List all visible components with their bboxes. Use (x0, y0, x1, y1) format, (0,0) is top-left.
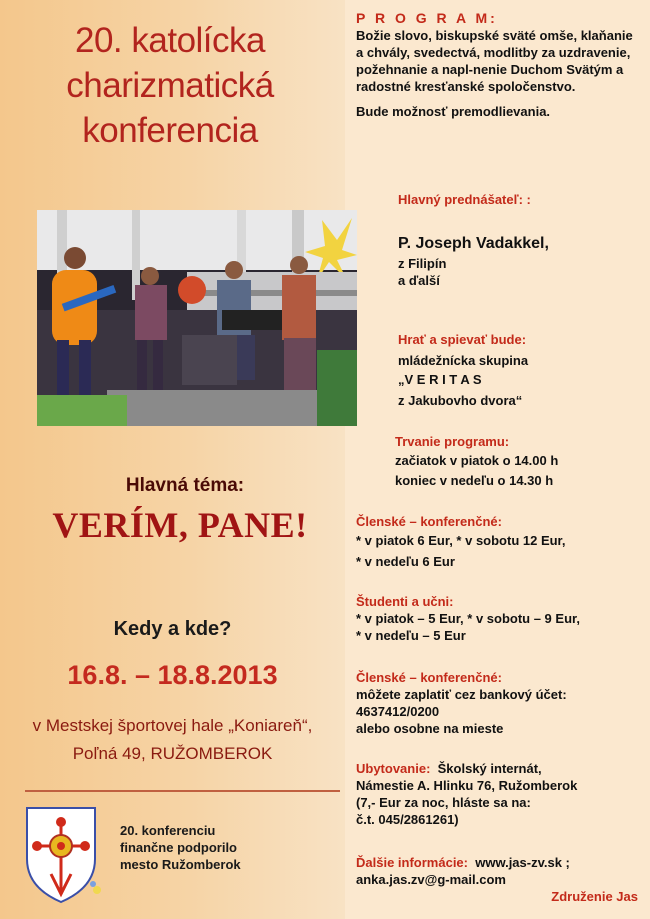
bank-account: 4637412/0200 (356, 704, 440, 719)
speaker-section (398, 233, 650, 289)
organizer: Združenie Jas (551, 889, 638, 904)
divider (25, 790, 340, 792)
conference-title (20, 18, 320, 153)
venue-line: Poľná 49, RUŽOMBEROK (72, 744, 273, 763)
member-fees-line: * v nedeľu 6 Eur (356, 554, 455, 569)
venue-line: v Mestskej športovej hale „Koniareň“, (32, 716, 313, 735)
program-heading: P R O G R A M: (356, 10, 498, 26)
lodging-price: (7,- Eur za noc, hláste sa na: (356, 795, 531, 810)
payment-line: alebo osobne na mieste (356, 721, 504, 736)
program-confession: Bude možnosť premodlievania. (356, 104, 551, 119)
lodging-heading: Ubytovanie: (356, 761, 431, 776)
speaker-heading-text: Hlavný prednášateľ: : (398, 192, 531, 207)
title-line: 20. katolícka (75, 21, 265, 60)
member-fees-heading: Členské – konferenčné: (356, 514, 502, 529)
info-website[interactable]: www.jas-zv.sk ; (468, 855, 570, 870)
student-fees-section (356, 593, 641, 644)
band-photo (37, 210, 357, 426)
info-email[interactable]: anka.jas.zv@g-mail.com (356, 872, 506, 887)
theme-label: Hlavná téma: (125, 475, 245, 496)
sponsor-line: finančne podporilo (120, 840, 237, 855)
conference-dates: 16.8. – 18.8.2013 (67, 660, 278, 690)
when-where-label: Kedy a kde? (113, 618, 232, 640)
duration-end: koniec v nedeľu o 14.30 h (395, 473, 554, 488)
payment-line: môžete zaplatiť cez bankový účet: (356, 687, 567, 702)
payment-section (356, 669, 641, 737)
member-fees-line: * v piatok 6 Eur, * v sobotu 12 Eur, (356, 533, 566, 548)
info-section (356, 854, 641, 888)
lodging-place: Školský internát, (430, 761, 542, 776)
duration-start: začiatok v piatok o 14.00 h (395, 453, 559, 468)
program-section (356, 10, 641, 120)
music-heading: Hrať a spievať bude: (398, 332, 527, 347)
lodging-address: Námestie A. Hlinku 76, Ružomberok (356, 778, 578, 793)
theme-motto: VERÍM, PANE! (52, 505, 308, 545)
duration-section (395, 433, 650, 489)
band-photo-illustration (37, 210, 357, 426)
duration-heading: Trvanie programu: (395, 434, 510, 449)
member-fees-section (356, 513, 641, 570)
music-line: z Jakubovho dvora“ (398, 393, 523, 408)
speaker-heading (398, 191, 650, 208)
student-fees-heading: Študenti a učni: (356, 594, 454, 609)
student-fees-line: * v nedeľu – 5 Eur (356, 628, 466, 643)
speaker-origin: z Filipín (398, 256, 447, 271)
lodging-phone: č.t. 045/2861261) (356, 812, 459, 827)
speaker-name: P. Joseph Vadakkel, (398, 235, 549, 252)
lodging-section (356, 760, 641, 828)
sponsor-note (120, 822, 241, 873)
sponsor-line: mesto Ružomberok (120, 857, 241, 872)
title-line: konferencia (82, 111, 258, 150)
program-text: Božie slovo, biskupské sväté omše, klaňanie a chvály, svedectvá, modlitby za uzdravenie, požehnanie a napl-nenie Duchom Svätým a radostné kresťanské spoločenstvo. (356, 28, 633, 94)
speaker-others: a ďalší (398, 273, 440, 288)
music-line: mládežnícka skupina (398, 353, 529, 368)
music-band: „V E R I T A S (398, 372, 482, 387)
sponsor-line: 20. konferenciu (120, 823, 216, 838)
venue (0, 712, 345, 768)
title-line: charizmatická (66, 66, 274, 105)
info-heading: Ďalšie informácie: (356, 855, 468, 870)
town-coat-of-arms-icon (23, 804, 105, 904)
payment-heading: Členské – konferenčné: (356, 670, 502, 685)
music-section (398, 331, 650, 409)
student-fees-line: * v piatok – 5 Eur, * v sobotu – 9 Eur, (356, 611, 580, 626)
